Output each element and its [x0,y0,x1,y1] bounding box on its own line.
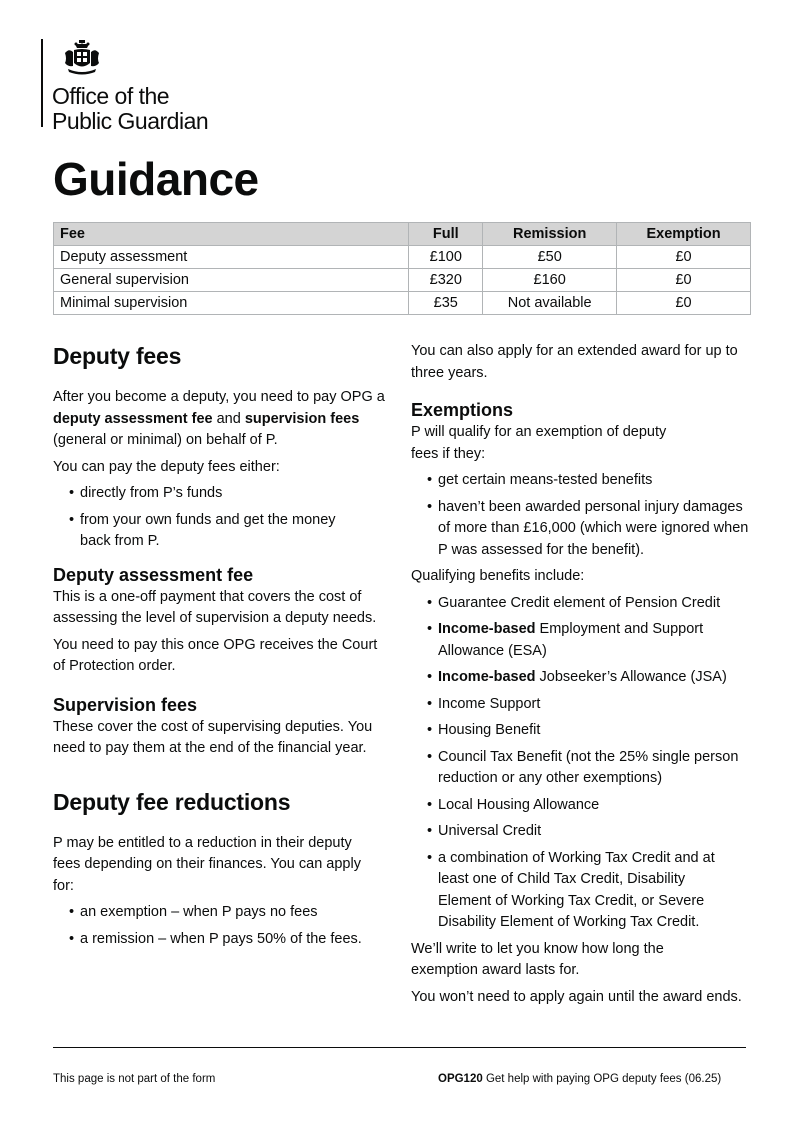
footer-divider [53,1047,746,1048]
list-item: • Income Support [411,694,756,716]
intro-bold-supervision: supervision fees [244,410,360,427]
org-name-line2: Public Guardian [52,108,209,134]
qualifying-benefits-intro: Qualifying benefits include: [411,568,585,584]
opg-logo [41,39,209,134]
list-item [411,619,756,662]
royal-crest-icon [62,39,102,77]
exemption-award-length-text: We’ll write to let you know how long the exemption award lasts for. [411,940,664,978]
table-row [54,246,751,269]
list-item: • Universal Credit [411,821,756,843]
form-code: OPG120 [438,1073,483,1085]
benefit-bold-income-based: Income-based [438,621,536,637]
intro-text: and [212,410,245,427]
no-reapply-text: You won’t need to apply again until the award ends. [411,988,742,1005]
list-item: • Guarantee Credit element of Pension Credit [411,593,756,615]
list-item: • Local Housing Allowance [411,795,756,817]
pay-options-list [53,483,393,553]
assessment-fee-p1: This is a one-off payment that covers the cost of assessing the level of supervision a deputy needs. [53,588,377,626]
list-item: • a remission – when P pays 50% of the fees. [53,929,393,951]
form-title: Get help with paying OPG deputy fees (06.25) [482,1073,722,1085]
table-cell: £320 [409,269,483,292]
fee-reductions-p1: P may be entitled to a reduction in their deputy fees depending on their finances. You can apply for: [53,834,361,894]
qualifying-benefits-list [411,593,756,934]
supervision-fees-p1: These cover the cost of supervising deputies. You need to pay them at the end of the financial year. [53,718,373,756]
supervision-fees-heading: Supervision fees [53,694,198,715]
exemptions-heading: Exemptions [411,400,514,420]
table-row [54,292,751,315]
table-cell: £160 [483,269,617,292]
pay-either-text: You can pay the deputy fees either: [53,458,280,475]
right-column [411,341,756,1013]
table-cell: Not available [483,292,617,315]
list-item: • haven’t been awarded personal injury damages of more than £16,000 (which were ignored when P was assessed for the benefit). [411,497,756,562]
table-cell: £50 [483,246,617,269]
reductions-list [53,902,393,950]
list-item [411,667,756,689]
table-cell: £100 [409,246,483,269]
benefit-text: Employment and Support Allowance (ESA) [438,621,704,659]
assessment-fee-heading: Deputy assessment fee [53,564,254,585]
column-header-exemption: Exemption [617,223,751,246]
fee-table-header-row [54,223,751,246]
fee-table [53,222,751,315]
deputy-fees-intro [53,387,393,452]
table-cell: Deputy assessment [54,246,409,269]
list-item: • from your own funds and get the money back from P. [53,510,393,553]
list-item: • Housing Benefit [411,720,756,742]
footer-form-reference [438,1073,721,1085]
column-header-fee: Fee [54,223,409,246]
list-item: • an exemption – when P pays no fees [53,902,393,924]
table-row [54,269,751,292]
page-title: Guidance [53,153,259,205]
left-column [53,340,393,955]
intro-text: After you become a deputy, you need to pay OPG a [53,389,385,405]
benefit-text: Jobseeker’s Allowance (JSA) [535,669,727,685]
table-cell: £0 [617,246,751,269]
table-cell: General supervision [54,269,409,292]
exemptions-list [411,470,756,561]
org-name [52,84,208,134]
fee-reductions-heading: Deputy fee reductions [53,788,291,815]
deputy-fees-heading: Deputy fees [53,343,182,369]
list-item: • directly from P’s funds [53,483,393,505]
table-cell: £0 [617,269,751,292]
exemptions-p1: P will qualify for an exemption of deputy fees if they: [411,424,667,462]
assessment-fee-p2: You need to pay this once OPG receives the Court of Protection order. [53,636,378,674]
column-header-remission: Remission [483,223,617,246]
benefit-bold-income-based: Income-based [438,669,536,685]
table-cell: £35 [409,292,483,315]
table-cell: £0 [617,292,751,315]
list-item: • get certain means-tested benefits [411,470,756,492]
list-item: • Council Tax Benefit (not the 25% single person reduction or any other exemptions) [411,747,756,790]
table-cell: Minimal supervision [54,292,409,315]
extended-award-text: You can also apply for an extended award for up to three years. [411,343,738,381]
intro-text: (general or minimal) on behalf of P. [53,432,278,448]
column-header-full: Full [409,223,483,246]
footer-note: This page is not part of the form [53,1073,216,1085]
org-name-line1: Office of the [52,83,170,109]
list-item: • a combination of Working Tax Credit and at least one of Child Tax Credit, Disability Element of Working Tax Credit, or Severe Disability Element of Working Tax Credit. [411,848,756,934]
intro-bold-assessment: deputy assessment fee [53,410,213,427]
